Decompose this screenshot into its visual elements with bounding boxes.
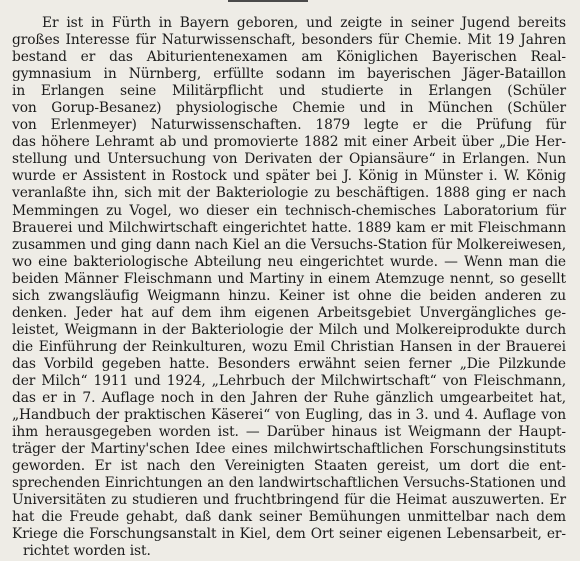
text-line: wurde er Assistent in Rostock und später bei J. König in Münster i. W. König (12, 168, 566, 185)
text-line: bestand er das Abiturientenexamen am Königlichen Bayerischen Real- (12, 49, 566, 66)
header-rule (228, 0, 308, 2)
text-line: von Gorup-Besanez) physiologische Chemie und in München (Schüler (12, 100, 566, 117)
biography-paragraph (12, 15, 566, 561)
text-line: der Milch“ 1911 und 1924, „Lehrbuch der Milchwirtschaft“ von Fleischmann, (12, 372, 566, 389)
text-line: Memmingen zu Vogel, wo dieser ein technisch-chemisches Laboratorium für (12, 202, 566, 219)
text-line: denken. Jeder hat auf dem ihm eigenen Arbeitsgebiet Unvergängliches ge- (12, 304, 566, 321)
text-line: das er in 7. Auflage noch in den Jahren der Ruhe gänzlich umgearbeitet hat, (12, 390, 566, 407)
text-line: die Einführung der Reinkulturen, wozu Emil Christian Hansen in der Brauerei (12, 338, 566, 355)
text-line: „Handbuch der praktischen Käserei“ von Eugling, das in 3. und 4. Auflage von (12, 407, 566, 424)
text-line: sprechenden Einrichtungen an den landwirtschaftlichen Versuchs-Stationen und (12, 475, 566, 492)
text-line: veranlaßte ihn, sich mit der Bakteriologie zu beschäftigen. 1888 ging er nach (12, 185, 566, 202)
text-line: beiden Männer Fleischmann und Martiny in einem Atemzuge nennt, so gesellt (12, 270, 566, 287)
text-line: Universitäten zu studieren und fruchtbringend für die Heimat auszuwerten. Er (12, 492, 566, 509)
text-line: in Erlangen seine Militärpflicht und studierte in Erlangen (Schüler (12, 83, 566, 100)
text-line: gymnasium in Nürnberg, erfüllte sodann im bayerischen Jäger-Bataillon (12, 66, 566, 83)
text-line: das höhere Lehramt ab und promovierte 1882 mit einer Arbeit über „Die Her- (12, 134, 566, 151)
text-line: zusammen und ging dann nach Kiel an die Versuchs-Station für Molkereiwesen, (12, 236, 566, 253)
text-line: ihm herausgegeben worden ist. — Darüber hinaus ist Weigmann der Haupt- (12, 424, 566, 441)
text-line: Brauerei und Milchwirtschaft eingerichtet hatte. 1889 kam er mit Fleischmann (12, 219, 566, 236)
text-line: hat die Freude gehabt, daß dank seiner Bemühungen unmittelbar nach dem (12, 509, 566, 526)
text-line: das Vorbild gegeben hatte. Besonders erwähnt seien ferner „Die Pilzkunde (12, 355, 566, 372)
text-line: von Erlenmeyer) Naturwissenschaften. 1879 legte er die Prüfung für (12, 117, 566, 134)
text-line: sich zwangsläufig Weigmann hinzu. Keiner ist ohne die beiden anderen zu (12, 287, 566, 304)
text-line: träger der Martiny'schen Idee eines milchwirtschaftlichen Forschungsinstituts (12, 441, 566, 458)
text-line: Er ist in Fürth in Bayern geboren, und zeigte in seiner Jugend bereits (42, 15, 566, 31)
text-line: leistet, Weigmann in der Bakteriologie der Milch und Molkereiprodukte durch (12, 321, 566, 338)
text-line: Kriege die Forschungsanstalt in Kiel, dem Ort seiner eigenen Lebensarbeit, er- (12, 526, 566, 543)
text-line: geworden. Er ist nach den Vereinigten Staaten gereist, um dort die ent- (12, 458, 566, 475)
text-line: großes Interesse für Naturwissenschaft, besonders für Chemie. Mit 19 Jahren (12, 32, 566, 49)
text-line: wo eine bakteriologische Abteilung neu eingerichtet wurde. — Wenn man die (12, 253, 566, 270)
text-line: richtet worden ist. (23, 543, 151, 560)
text-line: stellung und Untersuchung von Derivaten der Opiansäure“ in Erlangen. Nun (12, 151, 566, 168)
